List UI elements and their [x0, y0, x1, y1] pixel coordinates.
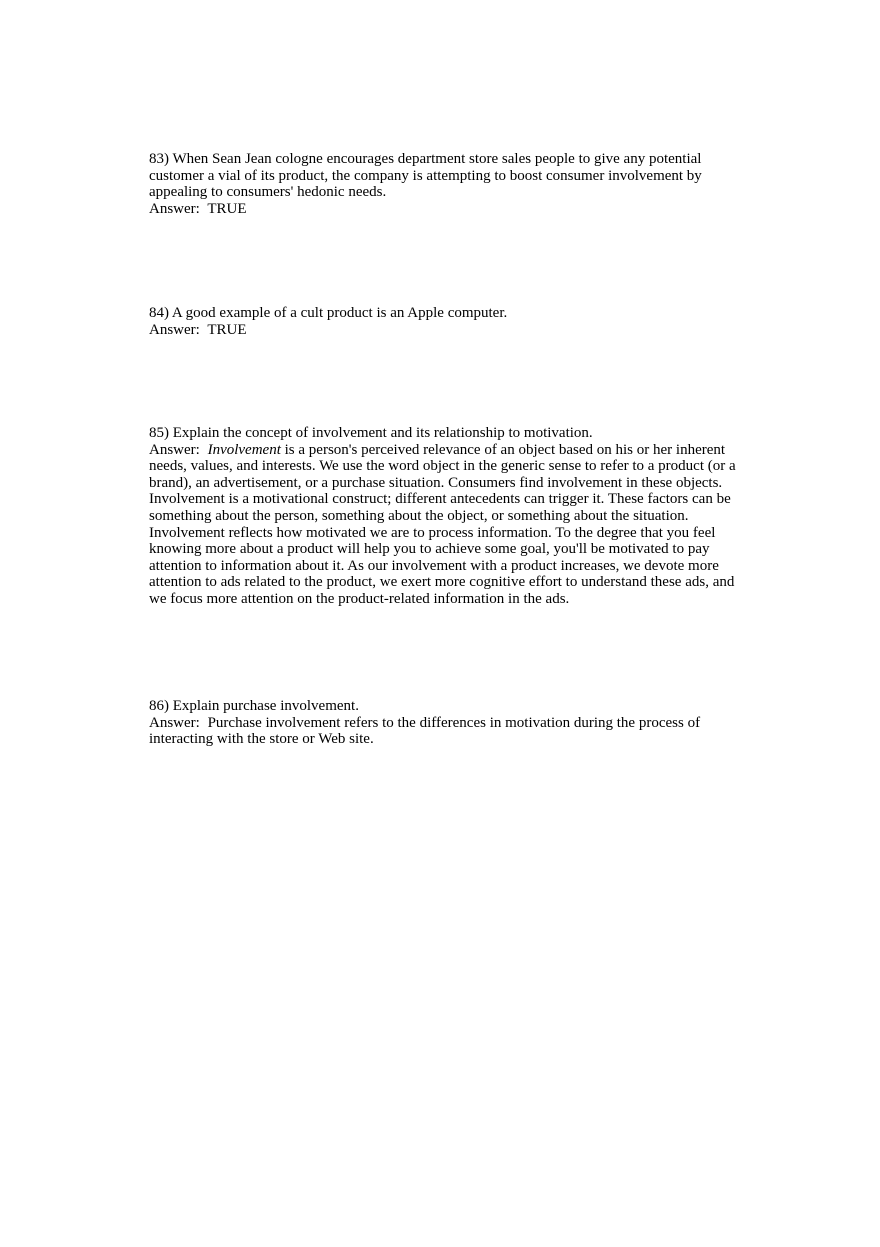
answer-text: TRUE — [207, 321, 247, 338]
question-text: 85) Explain the concept of involvement and its relationship to motivation. — [149, 425, 593, 441]
answer-text: TRUE — [207, 200, 247, 217]
answer-line — [149, 322, 739, 339]
question-85 — [149, 425, 739, 608]
answer-term: Involvement — [207, 441, 281, 458]
question-text: 83) When Sean Jean cologne encourages department store sales people to give any potential customer a vial of its product, the company is attempting to boost consumer involvement by appealing to consumers' hedonic needs. — [149, 151, 702, 201]
answer-line — [149, 442, 739, 608]
answer-line — [149, 201, 739, 218]
answer-text: is a person's perceived relevance of an object based on his or her inherent needs, values, and interests. We use the word object in the generic sense to refer to a product (or a brand), an advertisement, or a purchase situation. Consumers find involvement in these objects. Involvement is a motivational construct; different antecedents can trigger it. These factors can be something about the person, something about the object, or something about the situation. Involvement reflects how motivated we are to process information. To the degree that you feel knowing more about a product will help you to achieve some goal, you'll be motivated to pay attention to information about it. As our involvement with a product increases, we devote more attention to ads related to the product, we exert more cognitive effort to understand these ads, and we focus more attention on the product-related information in the ads. — [149, 441, 736, 607]
answer-line — [149, 715, 739, 748]
question-84 — [149, 305, 739, 338]
answer-label: Answer: — [149, 714, 200, 731]
answer-label: Answer: — [149, 441, 200, 458]
question-text: 86) Explain purchase involvement. — [149, 698, 359, 714]
question-83 — [149, 151, 739, 217]
answer-text: Purchase involvement refers to the differences in motivation during the process of interacting with the store or Web site. — [149, 714, 701, 748]
answer-label: Answer: — [149, 321, 200, 338]
question-86 — [149, 698, 739, 748]
question-text: 84) A good example of a cult product is an Apple computer. — [149, 305, 508, 321]
answer-label: Answer: — [149, 200, 200, 217]
